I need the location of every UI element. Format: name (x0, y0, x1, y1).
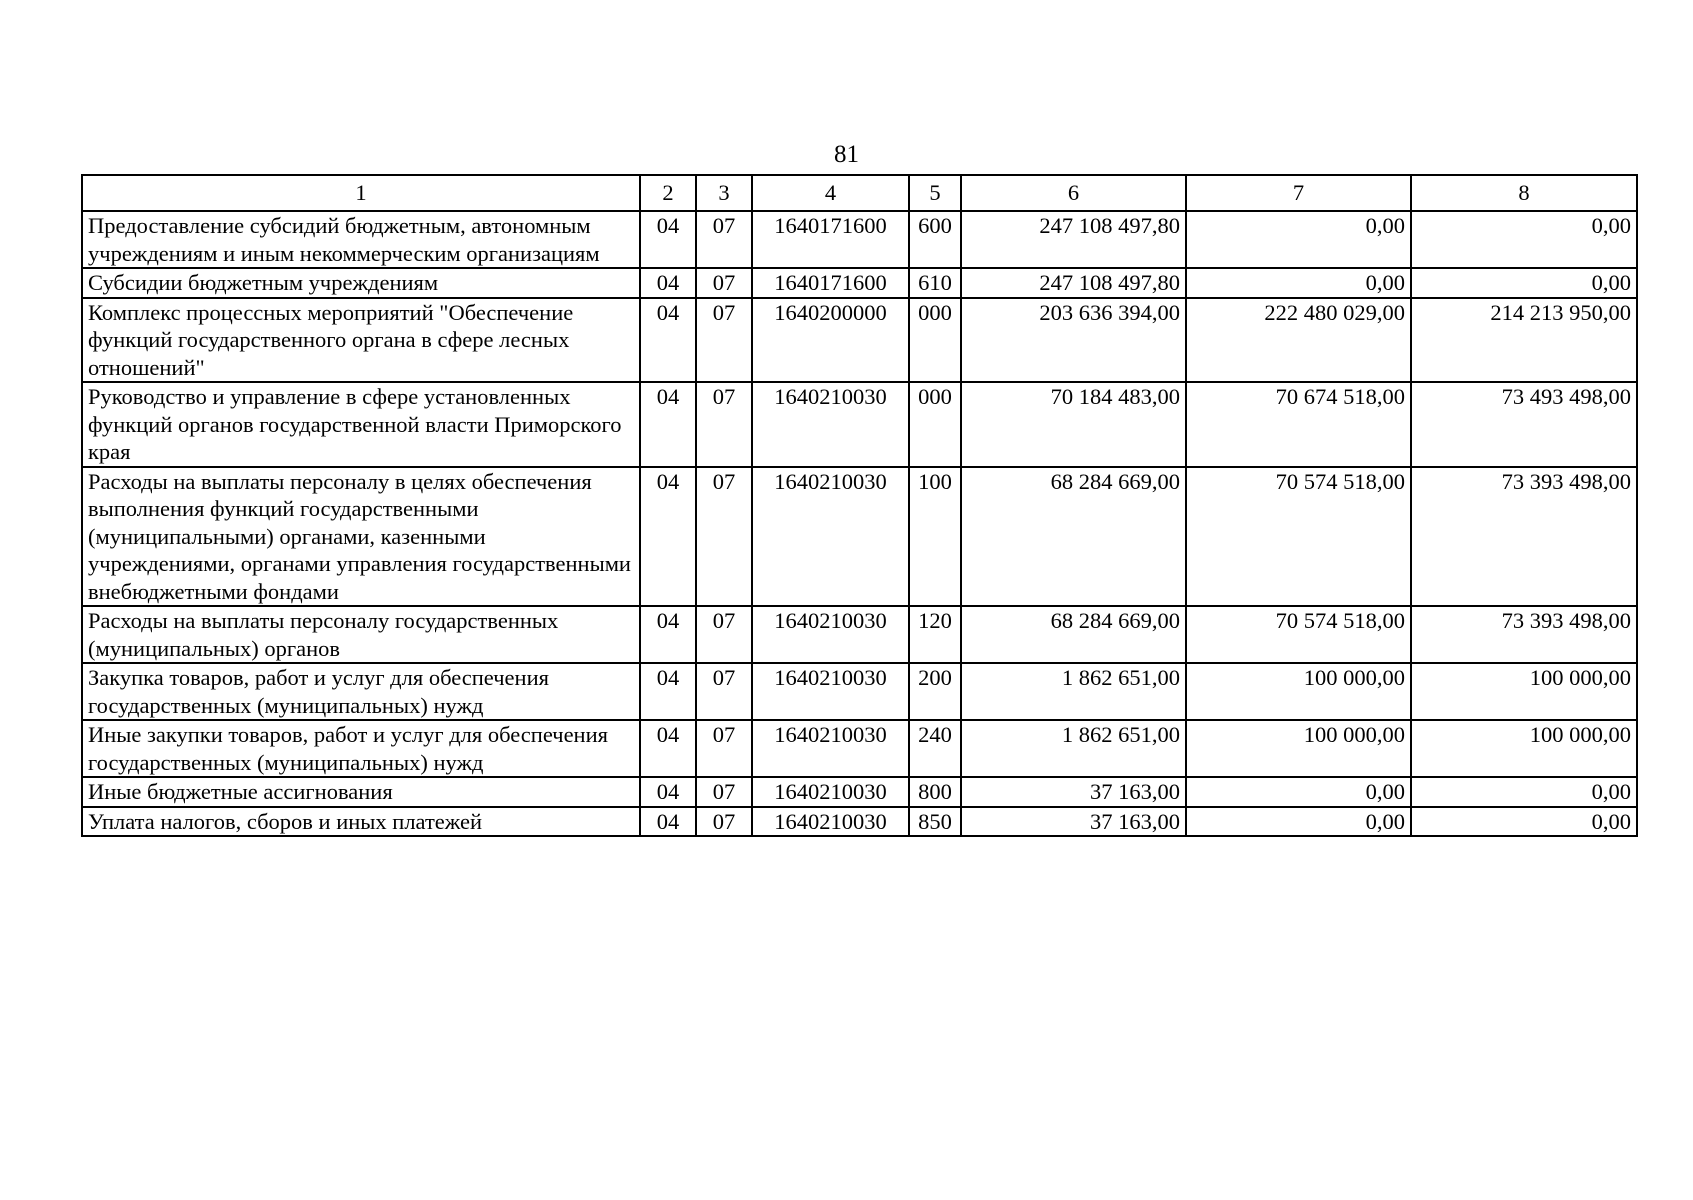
page-number: 81 (834, 141, 859, 168)
amount-col6: 247 108 497,80 (961, 211, 1186, 268)
amount-col8: 73 493 498,00 (1411, 382, 1637, 467)
column-header: 5 (909, 175, 961, 211)
expense-type-code: 000 (909, 298, 961, 383)
subsection-code: 07 (696, 606, 752, 663)
column-header: 1 (82, 175, 640, 211)
section-code: 04 (640, 720, 696, 777)
table-row (82, 720, 1637, 777)
subsection-code: 07 (696, 298, 752, 383)
amount-col7: 100 000,00 (1186, 663, 1411, 720)
amount-col8: 0,00 (1411, 777, 1637, 807)
section-code: 04 (640, 606, 696, 663)
amount-col8: 0,00 (1411, 211, 1637, 268)
expense-name: Расходы на выплаты персоналу государственных (муниципальных) органов (82, 606, 640, 663)
subsection-code: 07 (696, 467, 752, 607)
amount-col6: 68 284 669,00 (961, 606, 1186, 663)
amount-col7: 0,00 (1186, 268, 1411, 298)
table-row (82, 663, 1637, 720)
section-code: 04 (640, 211, 696, 268)
table-header-row (82, 175, 1637, 211)
expense-name: Предоставление субсидий бюджетным, автономным учреждениям и иным некоммерческим организациям (82, 211, 640, 268)
section-code: 04 (640, 467, 696, 607)
target-code: 1640210030 (752, 606, 909, 663)
expense-type-code: 610 (909, 268, 961, 298)
expense-name: Иные бюджетные ассигнования (82, 777, 640, 807)
target-code: 1640171600 (752, 211, 909, 268)
amount-col7: 0,00 (1186, 777, 1411, 807)
section-code: 04 (640, 382, 696, 467)
target-code: 1640171600 (752, 268, 909, 298)
amount-col6: 1 862 651,00 (961, 663, 1186, 720)
table-row (82, 382, 1637, 467)
amount-col6: 247 108 497,80 (961, 268, 1186, 298)
expense-name: Иные закупки товаров, работ и услуг для обеспечения государственных (муниципальных) нужд (82, 720, 640, 777)
section-code: 04 (640, 663, 696, 720)
table-row (82, 268, 1637, 298)
amount-col8: 0,00 (1411, 268, 1637, 298)
section-code: 04 (640, 268, 696, 298)
amount-col6: 70 184 483,00 (961, 382, 1186, 467)
expense-name: Комплекс процессных мероприятий "Обеспечение функций государственного органа в сфере лесных отношений" (82, 298, 640, 383)
expense-name: Руководство и управление в сфере установленных функций органов государственной власти Приморского края (82, 382, 640, 467)
column-header: 2 (640, 175, 696, 211)
table-row (82, 606, 1637, 663)
target-code: 1640210030 (752, 663, 909, 720)
target-code: 1640210030 (752, 467, 909, 607)
expense-name: Субсидии бюджетным учреждениям (82, 268, 640, 298)
amount-col6: 68 284 669,00 (961, 467, 1186, 607)
section-code: 04 (640, 298, 696, 383)
subsection-code: 07 (696, 268, 752, 298)
subsection-code: 07 (696, 777, 752, 807)
expense-type-code: 240 (909, 720, 961, 777)
section-code: 04 (640, 777, 696, 807)
subsection-code: 07 (696, 382, 752, 467)
section-code: 04 (640, 807, 696, 837)
amount-col6: 37 163,00 (961, 807, 1186, 837)
amount-col8: 100 000,00 (1411, 720, 1637, 777)
amount-col6: 37 163,00 (961, 777, 1186, 807)
column-header: 8 (1411, 175, 1637, 211)
subsection-code: 07 (696, 663, 752, 720)
amount-col6: 1 862 651,00 (961, 720, 1186, 777)
subsection-code: 07 (696, 211, 752, 268)
target-code: 1640210030 (752, 777, 909, 807)
amount-col6: 203 636 394,00 (961, 298, 1186, 383)
amount-col7: 70 574 518,00 (1186, 606, 1411, 663)
column-header: 6 (961, 175, 1186, 211)
expense-type-code: 000 (909, 382, 961, 467)
amount-col8: 73 393 498,00 (1411, 606, 1637, 663)
target-code: 1640210030 (752, 807, 909, 837)
expense-type-code: 200 (909, 663, 961, 720)
column-header: 3 (696, 175, 752, 211)
table-row (82, 807, 1637, 837)
table-row (82, 298, 1637, 383)
expense-name: Уплата налогов, сборов и иных платежей (82, 807, 640, 837)
column-header: 7 (1186, 175, 1411, 211)
expense-name: Закупка товаров, работ и услуг для обеспечения государственных (муниципальных) нужд (82, 663, 640, 720)
table-row (82, 777, 1637, 807)
amount-col7: 70 674 518,00 (1186, 382, 1411, 467)
amount-col7: 100 000,00 (1186, 720, 1411, 777)
target-code: 1640210030 (752, 382, 909, 467)
table-row (82, 467, 1637, 607)
amount-col7: 0,00 (1186, 211, 1411, 268)
subsection-code: 07 (696, 720, 752, 777)
amount-col7: 222 480 029,00 (1186, 298, 1411, 383)
expense-type-code: 100 (909, 467, 961, 607)
column-header: 4 (752, 175, 909, 211)
amount-col7: 70 574 518,00 (1186, 467, 1411, 607)
amount-col7: 0,00 (1186, 807, 1411, 837)
amount-col8: 100 000,00 (1411, 663, 1637, 720)
expense-name: Расходы на выплаты персоналу в целях обеспечения выполнения функций государственными (муниципальными) органами, казенными учреждениями, органами управления государственными внебюджетными фондами (82, 467, 640, 607)
expense-type-code: 600 (909, 211, 961, 268)
target-code: 1640210030 (752, 720, 909, 777)
amount-col8: 214 213 950,00 (1411, 298, 1637, 383)
expense-type-code: 120 (909, 606, 961, 663)
amount-col8: 73 393 498,00 (1411, 467, 1637, 607)
amount-col8: 0,00 (1411, 807, 1637, 837)
target-code: 1640200000 (752, 298, 909, 383)
subsection-code: 07 (696, 807, 752, 837)
expense-type-code: 800 (909, 777, 961, 807)
expense-type-code: 850 (909, 807, 961, 837)
budget-table (81, 174, 1638, 837)
table-row (82, 211, 1637, 268)
